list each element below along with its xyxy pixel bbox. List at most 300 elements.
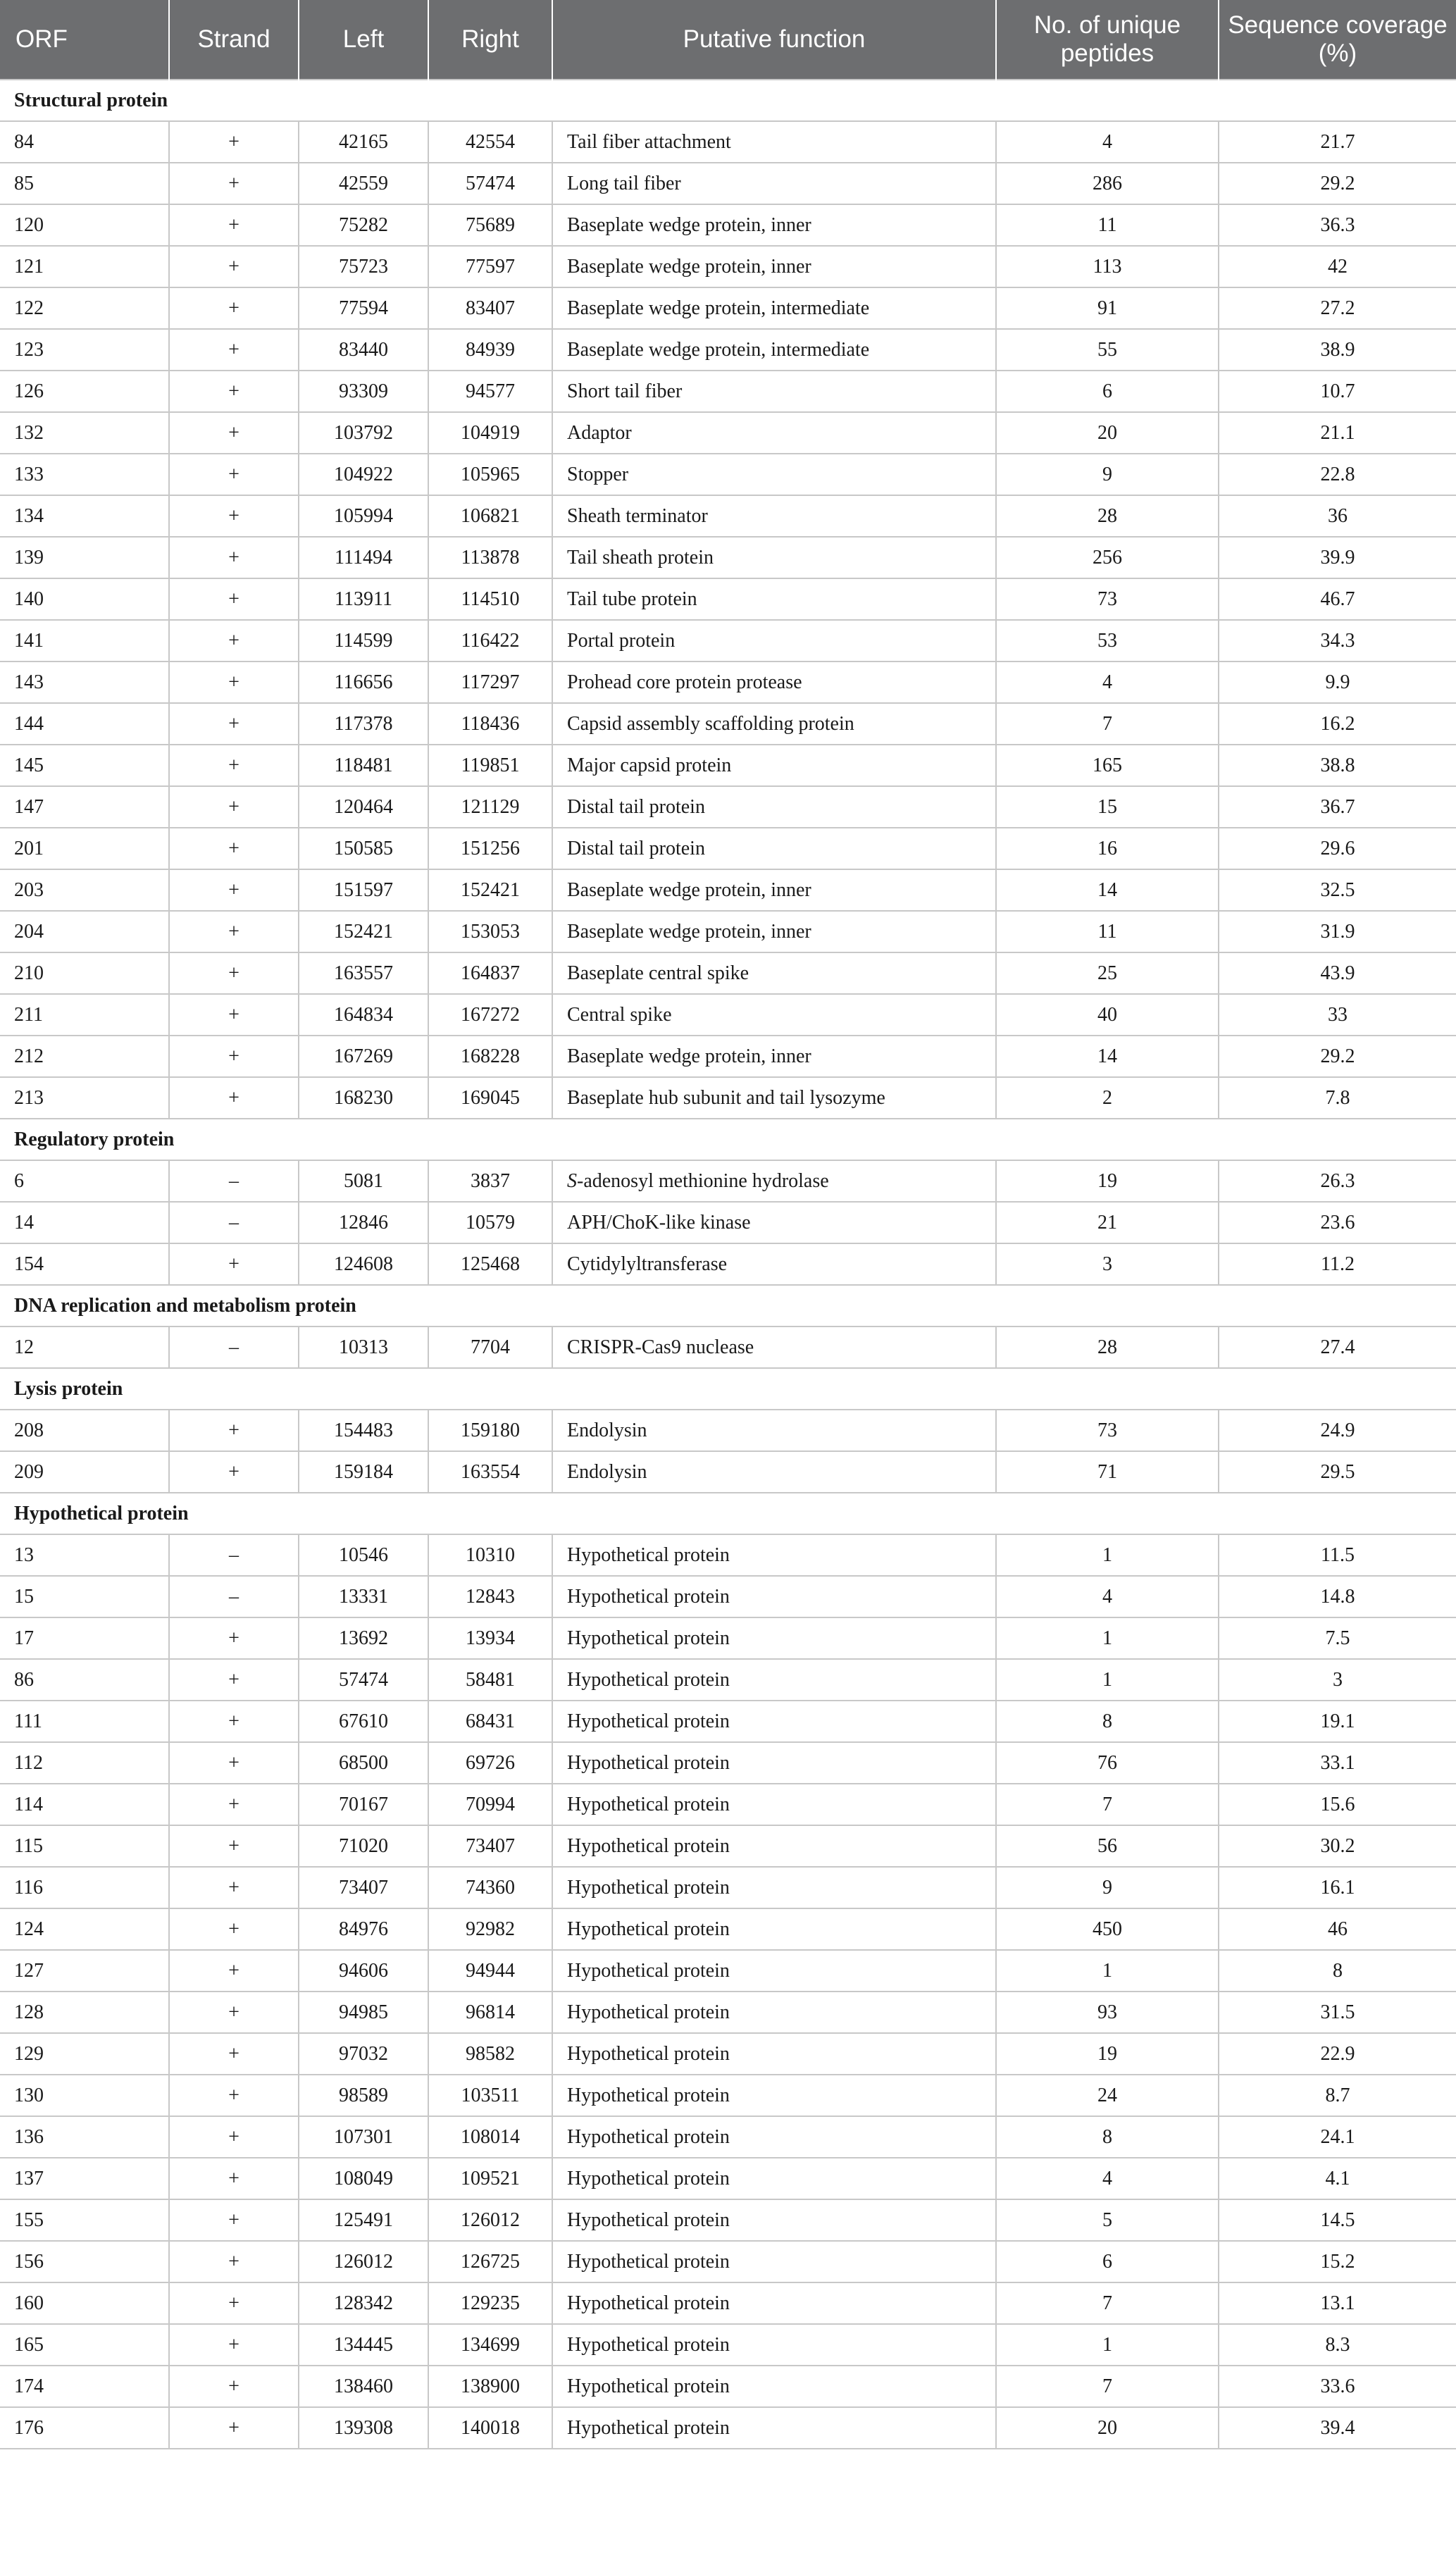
peptides-cell: 71: [996, 1451, 1219, 1493]
left-cell: 107301: [299, 2116, 428, 2158]
left-cell: 83440: [299, 329, 428, 371]
right-cell: 57474: [428, 163, 552, 204]
strand-cell: +: [169, 1077, 299, 1119]
strand-cell: –: [169, 1576, 299, 1617]
table-row: [0, 204, 1456, 246]
right-cell: 68431: [428, 1701, 552, 1742]
right-cell: 94577: [428, 371, 552, 412]
coverage-cell: 7.8: [1219, 1077, 1456, 1119]
table-row: [0, 1701, 1456, 1742]
table-row: [0, 620, 1456, 661]
peptides-cell: 25: [996, 952, 1219, 994]
right-cell: 96814: [428, 1992, 552, 2033]
table-row: [0, 1659, 1456, 1701]
function-cell: CRISPR-Cas9 nuclease: [552, 1327, 996, 1368]
right-cell: 109521: [428, 2158, 552, 2199]
left-cell: 151597: [299, 869, 428, 911]
orf-cell: 208: [0, 1410, 169, 1451]
header-row: [0, 0, 1456, 80]
table-row: [0, 1908, 1456, 1950]
left-cell: 111494: [299, 537, 428, 578]
right-cell: 126725: [428, 2241, 552, 2282]
function-cell: Distal tail protein: [552, 786, 996, 828]
table-row: [0, 1992, 1456, 2033]
strand-cell: +: [169, 2116, 299, 2158]
left-cell: 116656: [299, 661, 428, 703]
function-cell: Baseplate hub subunit and tail lysozyme: [552, 1077, 996, 1119]
function-cell: Hypothetical protein: [552, 1701, 996, 1742]
orf-cell: 155: [0, 2199, 169, 2241]
function-cell: Hypothetical protein: [552, 2324, 996, 2366]
header-left: Left: [299, 0, 428, 80]
function-cell: Hypothetical protein: [552, 1908, 996, 1950]
strand-cell: +: [169, 911, 299, 952]
left-cell: 67610: [299, 1701, 428, 1742]
coverage-cell: 36: [1219, 495, 1456, 537]
left-cell: 57474: [299, 1659, 428, 1701]
table-row: [0, 661, 1456, 703]
right-cell: 42554: [428, 121, 552, 163]
orf-cell: 116: [0, 1867, 169, 1908]
coverage-cell: 29.2: [1219, 1036, 1456, 1077]
table-row: [0, 2116, 1456, 2158]
left-cell: 152421: [299, 911, 428, 952]
peptides-cell: 6: [996, 2241, 1219, 2282]
function-cell: Baseplate wedge protein, inner: [552, 1036, 996, 1077]
coverage-cell: 36.3: [1219, 204, 1456, 246]
orf-cell: 165: [0, 2324, 169, 2366]
table-row: [0, 1617, 1456, 1659]
peptides-cell: 24: [996, 2075, 1219, 2116]
peptides-cell: 4: [996, 661, 1219, 703]
coverage-cell: 33: [1219, 994, 1456, 1036]
peptides-cell: 20: [996, 2407, 1219, 2449]
left-cell: 128342: [299, 2282, 428, 2324]
peptides-cell: 56: [996, 1825, 1219, 1867]
orf-cell: 144: [0, 703, 169, 745]
peptides-cell: 1: [996, 1617, 1219, 1659]
function-cell: Sheath terminator: [552, 495, 996, 537]
table-row: [0, 1867, 1456, 1908]
coverage-cell: 46: [1219, 1908, 1456, 1950]
coverage-cell: 13.1: [1219, 2282, 1456, 2324]
left-cell: 94606: [299, 1950, 428, 1992]
right-cell: 58481: [428, 1659, 552, 1701]
strand-cell: –: [169, 1160, 299, 1202]
left-cell: 125491: [299, 2199, 428, 2241]
function-cell: Baseplate wedge protein, inner: [552, 246, 996, 287]
peptides-cell: 7: [996, 2282, 1219, 2324]
orf-cell: 143: [0, 661, 169, 703]
right-cell: 69726: [428, 1742, 552, 1784]
coverage-cell: 29.5: [1219, 1451, 1456, 1493]
coverage-cell: 14.5: [1219, 2199, 1456, 2241]
orf-cell: 201: [0, 828, 169, 869]
left-cell: 70167: [299, 1784, 428, 1825]
function-cell: Cytidylyltransferase: [552, 1243, 996, 1285]
coverage-cell: 21.1: [1219, 412, 1456, 454]
right-cell: 70994: [428, 1784, 552, 1825]
function-cell: Hypothetical protein: [552, 2158, 996, 2199]
left-cell: 73407: [299, 1867, 428, 1908]
left-cell: 118481: [299, 745, 428, 786]
strand-cell: +: [169, 2199, 299, 2241]
coverage-cell: 27.2: [1219, 287, 1456, 329]
function-cell: Hypothetical protein: [552, 1950, 996, 1992]
right-cell: 7704: [428, 1327, 552, 1368]
header-unique-peptides: No. of unique peptides: [996, 0, 1219, 80]
table-row: [0, 1410, 1456, 1451]
table-row: [0, 1327, 1456, 1368]
orf-cell: 84: [0, 121, 169, 163]
left-cell: 98589: [299, 2075, 428, 2116]
function-cell: Hypothetical protein: [552, 1617, 996, 1659]
table-row: [0, 828, 1456, 869]
function-cell: Hypothetical protein: [552, 2241, 996, 2282]
function-cell: Hypothetical protein: [552, 2366, 996, 2407]
strand-cell: +: [169, 994, 299, 1036]
table-row: [0, 454, 1456, 495]
left-cell: 68500: [299, 1742, 428, 1784]
left-cell: 105994: [299, 495, 428, 537]
table-row: [0, 1825, 1456, 1867]
coverage-cell: 24.9: [1219, 1410, 1456, 1451]
function-cell: APH/ChoK-like kinase: [552, 1202, 996, 1243]
orf-cell: 204: [0, 911, 169, 952]
coverage-cell: 38.9: [1219, 329, 1456, 371]
strand-cell: +: [169, 329, 299, 371]
table-header: [0, 0, 1456, 80]
coverage-cell: 4.1: [1219, 2158, 1456, 2199]
right-cell: 140018: [428, 2407, 552, 2449]
strand-cell: +: [169, 2282, 299, 2324]
function-cell: Hypothetical protein: [552, 1992, 996, 2033]
peptides-cell: 6: [996, 371, 1219, 412]
table-row: [0, 994, 1456, 1036]
left-cell: 5081: [299, 1160, 428, 1202]
table-row: [0, 745, 1456, 786]
section-row: [0, 1368, 1456, 1410]
left-cell: 10313: [299, 1327, 428, 1368]
table-row: [0, 2033, 1456, 2075]
peptides-cell: 450: [996, 1908, 1219, 1950]
coverage-cell: 30.2: [1219, 1825, 1456, 1867]
left-cell: 84976: [299, 1908, 428, 1950]
function-cell: Baseplate wedge protein, inner: [552, 911, 996, 952]
right-cell: 167272: [428, 994, 552, 1036]
left-cell: 42559: [299, 163, 428, 204]
strand-cell: +: [169, 371, 299, 412]
orf-cell: 156: [0, 2241, 169, 2282]
right-cell: 75689: [428, 204, 552, 246]
function-cell: Endolysin: [552, 1451, 996, 1493]
coverage-cell: 43.9: [1219, 952, 1456, 994]
table-row: [0, 163, 1456, 204]
header-strand: Strand: [169, 0, 299, 80]
strand-cell: +: [169, 287, 299, 329]
table-row: [0, 1077, 1456, 1119]
right-cell: 116422: [428, 620, 552, 661]
function-cell: Adaptor: [552, 412, 996, 454]
strand-cell: +: [169, 1908, 299, 1950]
orf-cell: 127: [0, 1950, 169, 1992]
function-cell: Hypothetical protein: [552, 2116, 996, 2158]
peptides-cell: 165: [996, 745, 1219, 786]
table-row: [0, 495, 1456, 537]
orf-cell: 210: [0, 952, 169, 994]
table-row: [0, 1534, 1456, 1576]
coverage-cell: 31.5: [1219, 1992, 1456, 2033]
coverage-cell: 29.6: [1219, 828, 1456, 869]
peptides-cell: 9: [996, 454, 1219, 495]
function-cell: Stopper: [552, 454, 996, 495]
coverage-cell: 33.6: [1219, 2366, 1456, 2407]
function-cell: Hypothetical protein: [552, 2282, 996, 2324]
right-cell: 84939: [428, 329, 552, 371]
right-cell: 106821: [428, 495, 552, 537]
strand-cell: +: [169, 2241, 299, 2282]
strand-cell: +: [169, 163, 299, 204]
header-sequence-coverage: Sequence coverage (%): [1219, 0, 1456, 80]
left-cell: 159184: [299, 1451, 428, 1493]
peptides-cell: 15: [996, 786, 1219, 828]
orf-cell: 176: [0, 2407, 169, 2449]
peptides-cell: 19: [996, 2033, 1219, 2075]
left-cell: 126012: [299, 2241, 428, 2282]
function-cell: Baseplate wedge protein, inner: [552, 204, 996, 246]
coverage-cell: 31.9: [1219, 911, 1456, 952]
strand-cell: +: [169, 869, 299, 911]
orf-cell: 12: [0, 1327, 169, 1368]
right-cell: 138900: [428, 2366, 552, 2407]
peptides-cell: 7: [996, 1784, 1219, 1825]
left-cell: 108049: [299, 2158, 428, 2199]
strand-cell: +: [169, 2033, 299, 2075]
coverage-cell: 21.7: [1219, 121, 1456, 163]
peptides-cell: 28: [996, 1327, 1219, 1368]
strand-cell: +: [169, 578, 299, 620]
right-cell: 104919: [428, 412, 552, 454]
coverage-cell: 15.6: [1219, 1784, 1456, 1825]
coverage-cell: 16.2: [1219, 703, 1456, 745]
function-cell: Hypothetical protein: [552, 2075, 996, 2116]
orf-cell: 86: [0, 1659, 169, 1701]
table-row: [0, 1742, 1456, 1784]
table-row: [0, 1036, 1456, 1077]
table-row: [0, 121, 1456, 163]
section-row: [0, 80, 1456, 121]
strand-cell: +: [169, 828, 299, 869]
function-cell: Hypothetical protein: [552, 1867, 996, 1908]
strand-cell: +: [169, 454, 299, 495]
left-cell: 10546: [299, 1534, 428, 1576]
coverage-cell: 26.3: [1219, 1160, 1456, 1202]
section-title: DNA replication and metabolism protein: [0, 1285, 1456, 1327]
function-cell: Hypothetical protein: [552, 1742, 996, 1784]
coverage-cell: 29.2: [1219, 163, 1456, 204]
coverage-cell: 3: [1219, 1659, 1456, 1701]
peptides-cell: 9: [996, 1867, 1219, 1908]
function-cell: Hypothetical protein: [552, 1825, 996, 1867]
header-right: Right: [428, 0, 552, 80]
table-row: [0, 869, 1456, 911]
left-cell: 13692: [299, 1617, 428, 1659]
left-cell: 104922: [299, 454, 428, 495]
table-row: [0, 2075, 1456, 2116]
strand-cell: +: [169, 1701, 299, 1742]
peptides-cell: 2: [996, 1077, 1219, 1119]
coverage-cell: 36.7: [1219, 786, 1456, 828]
left-cell: 103792: [299, 412, 428, 454]
peptides-cell: 28: [996, 495, 1219, 537]
orf-cell: 212: [0, 1036, 169, 1077]
peptides-cell: 4: [996, 2158, 1219, 2199]
function-cell: Tail sheath protein: [552, 537, 996, 578]
peptides-cell: 14: [996, 869, 1219, 911]
right-cell: 118436: [428, 703, 552, 745]
coverage-cell: 7.5: [1219, 1617, 1456, 1659]
right-cell: 119851: [428, 745, 552, 786]
orf-cell: 203: [0, 869, 169, 911]
orf-cell: 174: [0, 2366, 169, 2407]
right-cell: 151256: [428, 828, 552, 869]
right-cell: 74360: [428, 1867, 552, 1908]
left-cell: 12846: [299, 1202, 428, 1243]
right-cell: 92982: [428, 1908, 552, 1950]
left-cell: 114599: [299, 620, 428, 661]
peptides-cell: 1: [996, 1659, 1219, 1701]
strand-cell: +: [169, 121, 299, 163]
coverage-cell: 15.2: [1219, 2241, 1456, 2282]
coverage-cell: 46.7: [1219, 578, 1456, 620]
left-cell: 154483: [299, 1410, 428, 1451]
right-cell: 169045: [428, 1077, 552, 1119]
strand-cell: +: [169, 1784, 299, 1825]
orf-cell: 129: [0, 2033, 169, 2075]
strand-cell: –: [169, 1327, 299, 1368]
coverage-cell: 14.8: [1219, 1576, 1456, 1617]
right-cell: 114510: [428, 578, 552, 620]
peptides-cell: 11: [996, 911, 1219, 952]
peptides-cell: 286: [996, 163, 1219, 204]
orf-cell: 133: [0, 454, 169, 495]
peptides-cell: 4: [996, 121, 1219, 163]
strand-cell: +: [169, 246, 299, 287]
section-title: Regulatory protein: [0, 1119, 1456, 1160]
section-title: Lysis protein: [0, 1368, 1456, 1410]
right-cell: 13934: [428, 1617, 552, 1659]
orf-cell: 128: [0, 1992, 169, 2033]
coverage-cell: 11.2: [1219, 1243, 1456, 1285]
left-cell: 75723: [299, 246, 428, 287]
right-cell: 159180: [428, 1410, 552, 1451]
strand-cell: +: [169, 412, 299, 454]
function-cell: Tail fiber attachment: [552, 121, 996, 163]
right-cell: 134699: [428, 2324, 552, 2366]
peptides-cell: 16: [996, 828, 1219, 869]
table-row: [0, 2199, 1456, 2241]
right-cell: 98582: [428, 2033, 552, 2075]
right-cell: 113878: [428, 537, 552, 578]
function-cell: Baseplate central spike: [552, 952, 996, 994]
left-cell: 163557: [299, 952, 428, 994]
orf-cell: 13: [0, 1534, 169, 1576]
orf-cell: 124: [0, 1908, 169, 1950]
left-cell: 71020: [299, 1825, 428, 1867]
strand-cell: +: [169, 620, 299, 661]
strand-cell: +: [169, 204, 299, 246]
peptides-cell: 91: [996, 287, 1219, 329]
function-cell: S-adenosyl methionine hydrolase: [552, 1160, 996, 1202]
peptides-cell: 73: [996, 1410, 1219, 1451]
left-cell: 164834: [299, 994, 428, 1036]
right-cell: 152421: [428, 869, 552, 911]
function-cell: Endolysin: [552, 1410, 996, 1451]
right-cell: 126012: [428, 2199, 552, 2241]
orf-cell: 15: [0, 1576, 169, 1617]
strand-cell: +: [169, 661, 299, 703]
peptides-cell: 7: [996, 2366, 1219, 2407]
table-row: [0, 703, 1456, 745]
coverage-cell: 9.9: [1219, 661, 1456, 703]
orf-cell: 6: [0, 1160, 169, 1202]
orf-cell: 211: [0, 994, 169, 1036]
orf-cell: 114: [0, 1784, 169, 1825]
table-row: [0, 1576, 1456, 1617]
orf-cell: 154: [0, 1243, 169, 1285]
coverage-cell: 34.3: [1219, 620, 1456, 661]
left-cell: 168230: [299, 1077, 428, 1119]
table-row: [0, 952, 1456, 994]
peptides-cell: 8: [996, 2116, 1219, 2158]
coverage-cell: 10.7: [1219, 371, 1456, 412]
right-cell: 105965: [428, 454, 552, 495]
coverage-cell: 22.9: [1219, 2033, 1456, 2075]
strand-cell: +: [169, 786, 299, 828]
coverage-cell: 8.3: [1219, 2324, 1456, 2366]
left-cell: 134445: [299, 2324, 428, 2366]
left-cell: 94985: [299, 1992, 428, 2033]
strand-cell: +: [169, 1992, 299, 2033]
strand-cell: +: [169, 1950, 299, 1992]
left-cell: 75282: [299, 204, 428, 246]
peptides-cell: 76: [996, 1742, 1219, 1784]
table-row: [0, 2366, 1456, 2407]
coverage-cell: 39.4: [1219, 2407, 1456, 2449]
section-title: Structural protein: [0, 80, 1456, 121]
peptides-cell: 53: [996, 620, 1219, 661]
strand-cell: –: [169, 1202, 299, 1243]
function-cell: Hypothetical protein: [552, 1784, 996, 1825]
strand-cell: +: [169, 2075, 299, 2116]
left-cell: 13331: [299, 1576, 428, 1617]
function-cell: Hypothetical protein: [552, 2407, 996, 2449]
orf-cell: 123: [0, 329, 169, 371]
left-cell: 117378: [299, 703, 428, 745]
peptides-cell: 11: [996, 204, 1219, 246]
right-cell: 103511: [428, 2075, 552, 2116]
peptides-cell: 1: [996, 1950, 1219, 1992]
strand-cell: +: [169, 1451, 299, 1493]
peptides-cell: 40: [996, 994, 1219, 1036]
section-row: [0, 1119, 1456, 1160]
strand-cell: –: [169, 1534, 299, 1576]
orf-cell: 122: [0, 287, 169, 329]
strand-cell: +: [169, 495, 299, 537]
left-cell: 113911: [299, 578, 428, 620]
strand-cell: +: [169, 1617, 299, 1659]
orf-cell: 140: [0, 578, 169, 620]
